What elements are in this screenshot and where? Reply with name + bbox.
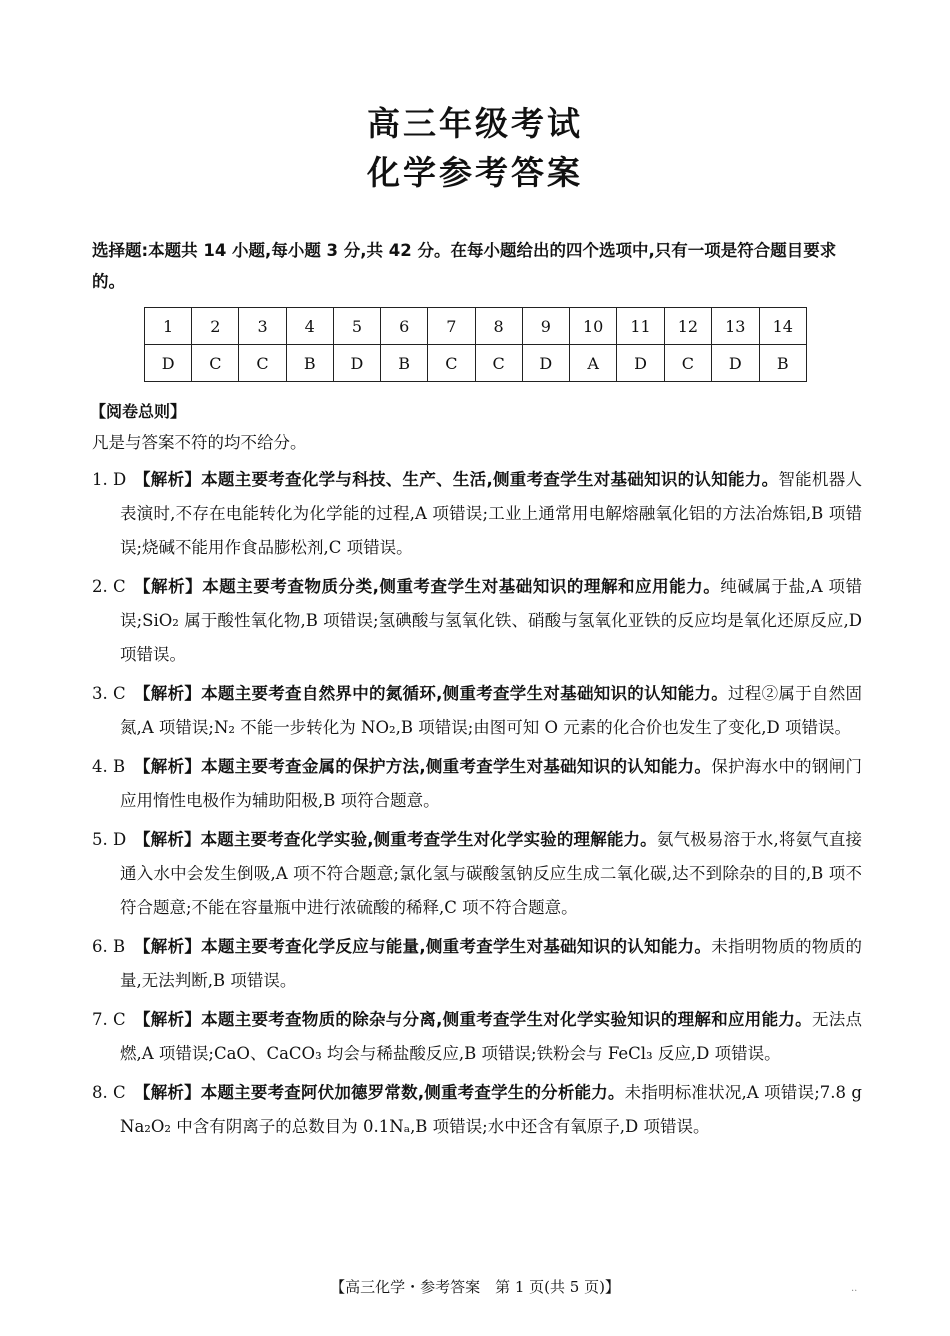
- grading-rule: 凡是与答案不符的均不给分。: [92, 433, 307, 452]
- question-number-cell: 10: [569, 308, 616, 345]
- answer-cell: D: [333, 345, 380, 382]
- question-number-cell: 3: [239, 308, 286, 345]
- question-number-cell: 8: [475, 308, 522, 345]
- item-number: 6. B: [92, 937, 126, 956]
- intro-text: 选择题:本题共 14 小题,每小题 3 分,共 42 分。在每小题给出的四个选项中,只有一项是符合题目要求的。: [92, 241, 837, 291]
- item-number: 1. D: [92, 470, 127, 489]
- answer-cell: D: [617, 345, 664, 382]
- question-number-cell: 14: [759, 308, 807, 345]
- item-tag: 【解析】: [134, 1083, 201, 1102]
- explanation-item: [92, 463, 862, 565]
- explanation-item: [92, 823, 862, 925]
- explanation-item: [92, 677, 862, 745]
- answer-table-number-row: [145, 308, 807, 345]
- item-lead: 本题主要考查物质分类,侧重考查学生对基础知识的理解和应用能力。: [202, 577, 721, 596]
- item-lead: 本题主要考查化学与科技、生产、生活,侧重考查学生对基础知识的认知能力。: [201, 470, 779, 489]
- explanation-item: [92, 750, 862, 818]
- question-number-cell: 7: [428, 308, 475, 345]
- item-lead: 本题主要考查化学反应与能量,侧重考查学生对基础知识的认知能力。: [201, 937, 712, 956]
- answer-cell: C: [192, 345, 239, 382]
- question-number-cell: 11: [617, 308, 664, 345]
- page-title-line1: 高三年级考试: [367, 104, 583, 143]
- answer-explanations: [92, 463, 862, 1149]
- question-number-cell: 5: [333, 308, 380, 345]
- answer-cell: B: [381, 345, 428, 382]
- item-tag: 【解析】: [134, 470, 202, 489]
- item-lead: 本题主要考查阿伏加德罗常数,侧重考查学生的分析能力。: [200, 1083, 625, 1102]
- answer-cell: D: [712, 345, 759, 382]
- item-number: 4. B: [92, 757, 126, 776]
- item-number: 8. C: [92, 1083, 126, 1102]
- item-number: 5. D: [92, 830, 127, 849]
- page-footer: 【高三化学・参考答案 第 1 页(共 5 页)】: [330, 1278, 620, 1296]
- item-lead: 本题主要考查自然界中的氮循环,侧重考查学生对基础知识的认知能力。: [201, 684, 729, 703]
- item-lead: 本题主要考查物质的除杂与分离,侧重考查学生对化学实验知识的理解和应用能力。: [201, 1010, 812, 1029]
- item-tag: 【解析】: [134, 577, 203, 596]
- item-body: 智能机器人表演时,不存在电能转化为化学能的过程,A 项错误;工业上通常用电解熔融氧化铝的方法冶炼铝,B 项错误;烧碱不能用作食品膨松剂,C 项错误。: [120, 470, 862, 557]
- answer-cell: B: [759, 345, 807, 382]
- explanation-item: [92, 1003, 862, 1071]
- answer-cell: D: [522, 345, 569, 382]
- explanation-item: [92, 570, 862, 672]
- item-tag: 【解析】: [134, 757, 202, 776]
- item-lead: 本题主要考查化学实验,侧重考查学生对化学实验的理解能力。: [200, 830, 657, 849]
- question-number-cell: 9: [522, 308, 569, 345]
- item-body: 无法点燃,A 项错误;CaO、CaCO₃ 均会与稀盐酸反应,B 项错误;铁粉会与 FeCl₃ 反应,D 项错误。: [120, 1010, 863, 1063]
- answer-cell: C: [475, 345, 522, 382]
- item-number: 3. C: [92, 684, 126, 703]
- explanation-item: [92, 1076, 862, 1144]
- item-tag: 【解析】: [134, 1010, 202, 1029]
- item-body: 未指明物质的物质的量,无法判断,B 项错误。: [120, 937, 862, 990]
- question-number-cell: 12: [664, 308, 711, 345]
- item-body: 未指明标准状况,A 项错误;7.8 g Na₂O₂ 中含有阴离子的总数目为 0.1Nₐ,B 项错误;水中还含有氧原子,D 项错误。: [120, 1083, 862, 1136]
- answer-table: [144, 307, 807, 382]
- item-tag: 【解析】: [134, 684, 202, 703]
- question-number-cell: 1: [145, 308, 192, 345]
- item-body: 纯碱属于盐,A 项错误;SiO₂ 属于酸性氧化物,B 项错误;氢碘酸与氢氧化铁、硝酸与氢氧化亚铁的反应均是氧化还原反应,D 项错误。: [120, 577, 863, 664]
- page-title-line2: 化学参考答案: [367, 153, 583, 192]
- answer-cell: B: [286, 345, 333, 382]
- question-number-cell: 13: [712, 308, 759, 345]
- question-number-cell: 6: [381, 308, 428, 345]
- item-number: 7. C: [92, 1010, 126, 1029]
- corner-mark: ..: [851, 1283, 858, 1294]
- item-body: 保护海水中的钢闸门应用惰性电极作为辅助阳极,B 项符合题意。: [120, 757, 862, 810]
- answer-cell: C: [664, 345, 711, 382]
- answer-cell: C: [428, 345, 475, 382]
- item-tag: 【解析】: [134, 830, 201, 849]
- item-lead: 本题主要考查金属的保护方法,侧重考查学生对基础知识的认知能力。: [201, 757, 712, 776]
- question-number-cell: 4: [286, 308, 333, 345]
- question-number-cell: 2: [192, 308, 239, 345]
- item-tag: 【解析】: [134, 937, 202, 956]
- item-body: 过程②属于自然固氮,A 项错误;N₂ 不能一步转化为 NO₂,B 项错误;由图可知 O 元素的化合价也发生了变化,D 项错误。: [120, 684, 863, 737]
- answer-cell: D: [145, 345, 192, 382]
- explanation-item: [92, 930, 862, 998]
- section-heading: 【阅卷总则】: [90, 402, 187, 421]
- item-body: 氨气极易溶于水,将氨气直接通入水中会发生倒吸,A 项不符合题意;氯化氢与碳酸氢钠反应生成二氧化碳,达不到除杂的目的,B 项不符合题意;不能在容量瓶中进行浓硫酸的稀释,C 项不符合题意。: [120, 830, 862, 917]
- answer-cell: A: [569, 345, 616, 382]
- answer-table-answer-row: [145, 345, 807, 382]
- answer-cell: C: [239, 345, 286, 382]
- item-number: 2. C: [92, 577, 126, 596]
